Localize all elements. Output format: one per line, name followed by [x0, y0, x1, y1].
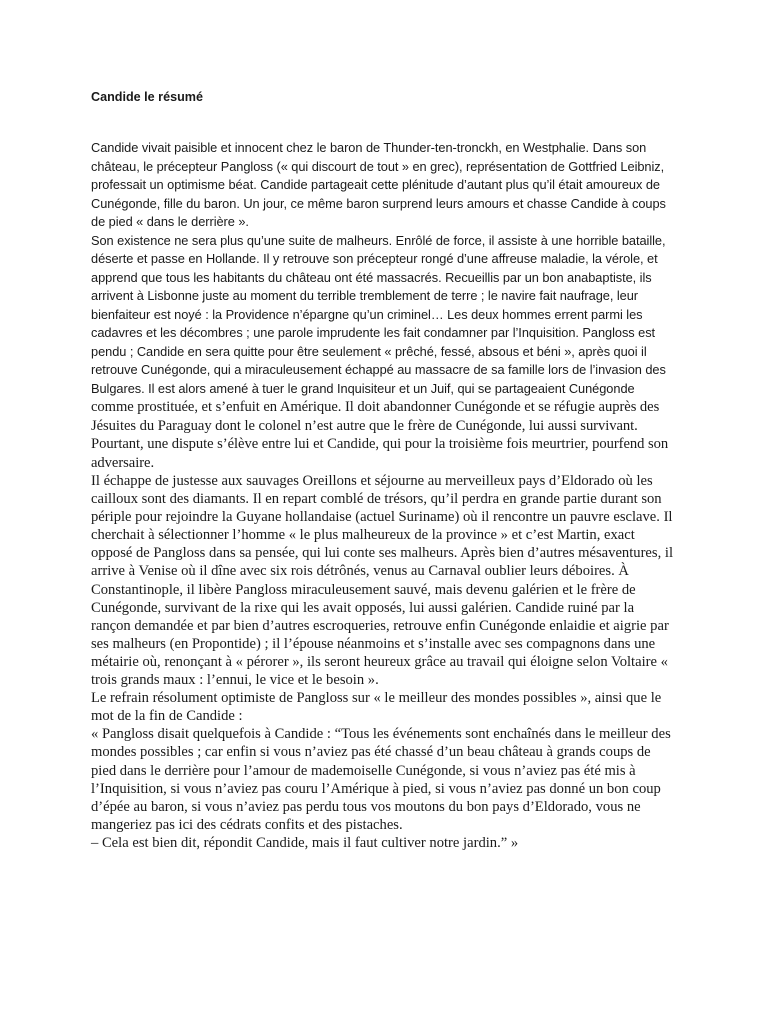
paragraph-misfortunes-tail: comme prostituée, et s’enfuit en Amérique. Il doit abandonner Cunégonde et se réfugie auprès des Jésuites du Paraguay dont le colonel n’est autre que le frère de Cunégonde, lui aussi survivant. Pourtant, une dispute s’élève entre lui et Candide, qui pour la troisième fois meurtrier, pourfend son adversaire.: [91, 399, 669, 471]
paragraph-eldorado: Il échappe de justesse aux sauvages Oreillons et séjourne au merveilleux pays d’Eldorado où les cailloux sont des diamants. Il en repart comblé de trésors, qu’il perdra en grande partie durant son périple pour rejoindre la Guyane hollandaise (actuel Suriname) où il rencontre un pauvre esclave. Il cherchait à sélectionner l’homme « le plus malheureux de la province » et c’est Martin, exact opposé de Pangloss dans sa pensée, qui lui conte ses malheurs. Après bien d’autres mésaventures, il arrive à Venise où il dîne avec six rois détrônés, venus au Carnaval oublier leurs déboires. À Constantinople, il libère Pangloss miraculeusement sauvé, mais devenu galérien et le frère de Cunégonde, survivant de la rixe qui les avait opposés, lui aussi galérien. Candide ruiné par la rançon demandée et par bien d’autres escroqueries, retrouve enfin Cunégonde enlaidie et aigrie par ses malheurs (en Propontide) ; il l’épouse néanmoins et s’installe avec ses compagnons dans une métairie où, renonçant à « pérorer », ils seront heureux grâce au travail qui éloigne selon Voltaire « trois grands maux : l’ennui, le vice et le besoin ».: [91, 473, 673, 689]
document-body: [91, 139, 677, 852]
paragraph-misfortunes: [91, 232, 677, 473]
document-page: [91, 88, 677, 852]
paragraph-refrain: Le refrain résolument optimiste de Pangloss sur « le meilleur des mondes possibles », ainsi que le mot de la fin de Candide :: [91, 690, 662, 725]
document-title: Candide le résumé: [91, 90, 203, 104]
paragraph-intro: Candide vivait paisible et innocent chez le baron de Thunder-ten-tronckh, en Westphalie. Dans son château, le précepteur Pangloss (« qui discourt de tout » en grec), représentation de Gottfried Leibniz, professait un optimisme béat. Candide partageait cette plénitude d’autant plus qu’il était amoureux de Cunégonde, fille du baron. Un jour, ce même baron surprend leurs amours et chasse Candide à coups de pied « dans le derrière ».: [91, 140, 666, 229]
paragraph-conclusion: – Cela est bien dit, répondit Candide, mais il faut cultiver notre jardin.” »: [91, 834, 519, 851]
paragraph-quote: « Pangloss disait quelquefois à Candide : “Tous les événements sont enchaînés dans le meilleur des mondes possibles ; car enfin si vous n’aviez pas été chassé d’un beau château à grands coups de pied dans le derrière pour l’amour de mademoiselle Cunégonde, si vous n’aviez pas été mis à l’Inquisition, si vous n’aviez pas couru l’Amérique à pied, si vous n’aviez pas donné un bon coup d’épée au baron, si vous n’aviez pas perdu tous vos moutons du bon pays d’Eldorado, vous ne mangeriez pas ici des cédrats confits et des pistaches.: [91, 726, 671, 833]
paragraph-misfortunes-text: Son existence ne sera plus qu’une suite de malheurs. Enrôlé de force, il assiste à une horrible bataille, déserte et passe en Hollande. Il y retrouve son précepteur rongé d’une affreuse maladie, la vérole, et apprend que tous les habitants du château ont été massacrés. Recueillis par un bon anabaptiste, ils arrivent à Lisbonne juste au moment du terrible tremblement de terre ; le navire fait naufrage, leur bienfaiteur est noyé : la Providence n’épargne qu’un criminel… Les deux hommes errent parmi les cadavres et les décombres ; une parole imprudente les fait condamner par l’Inquisition. Pangloss est pendu ; Candide en sera quitte pour être seulement « prêché, fessé, absous et béni », après quoi il retrouve Cunégonde, qui a miraculeusement échappé au massacre de sa famille lors de l’invasion des Bulgares. Il est alors amené à tuer le grand Inquisiteur et un Juif, qui se partageaient Cunégonde: [91, 232, 666, 396]
